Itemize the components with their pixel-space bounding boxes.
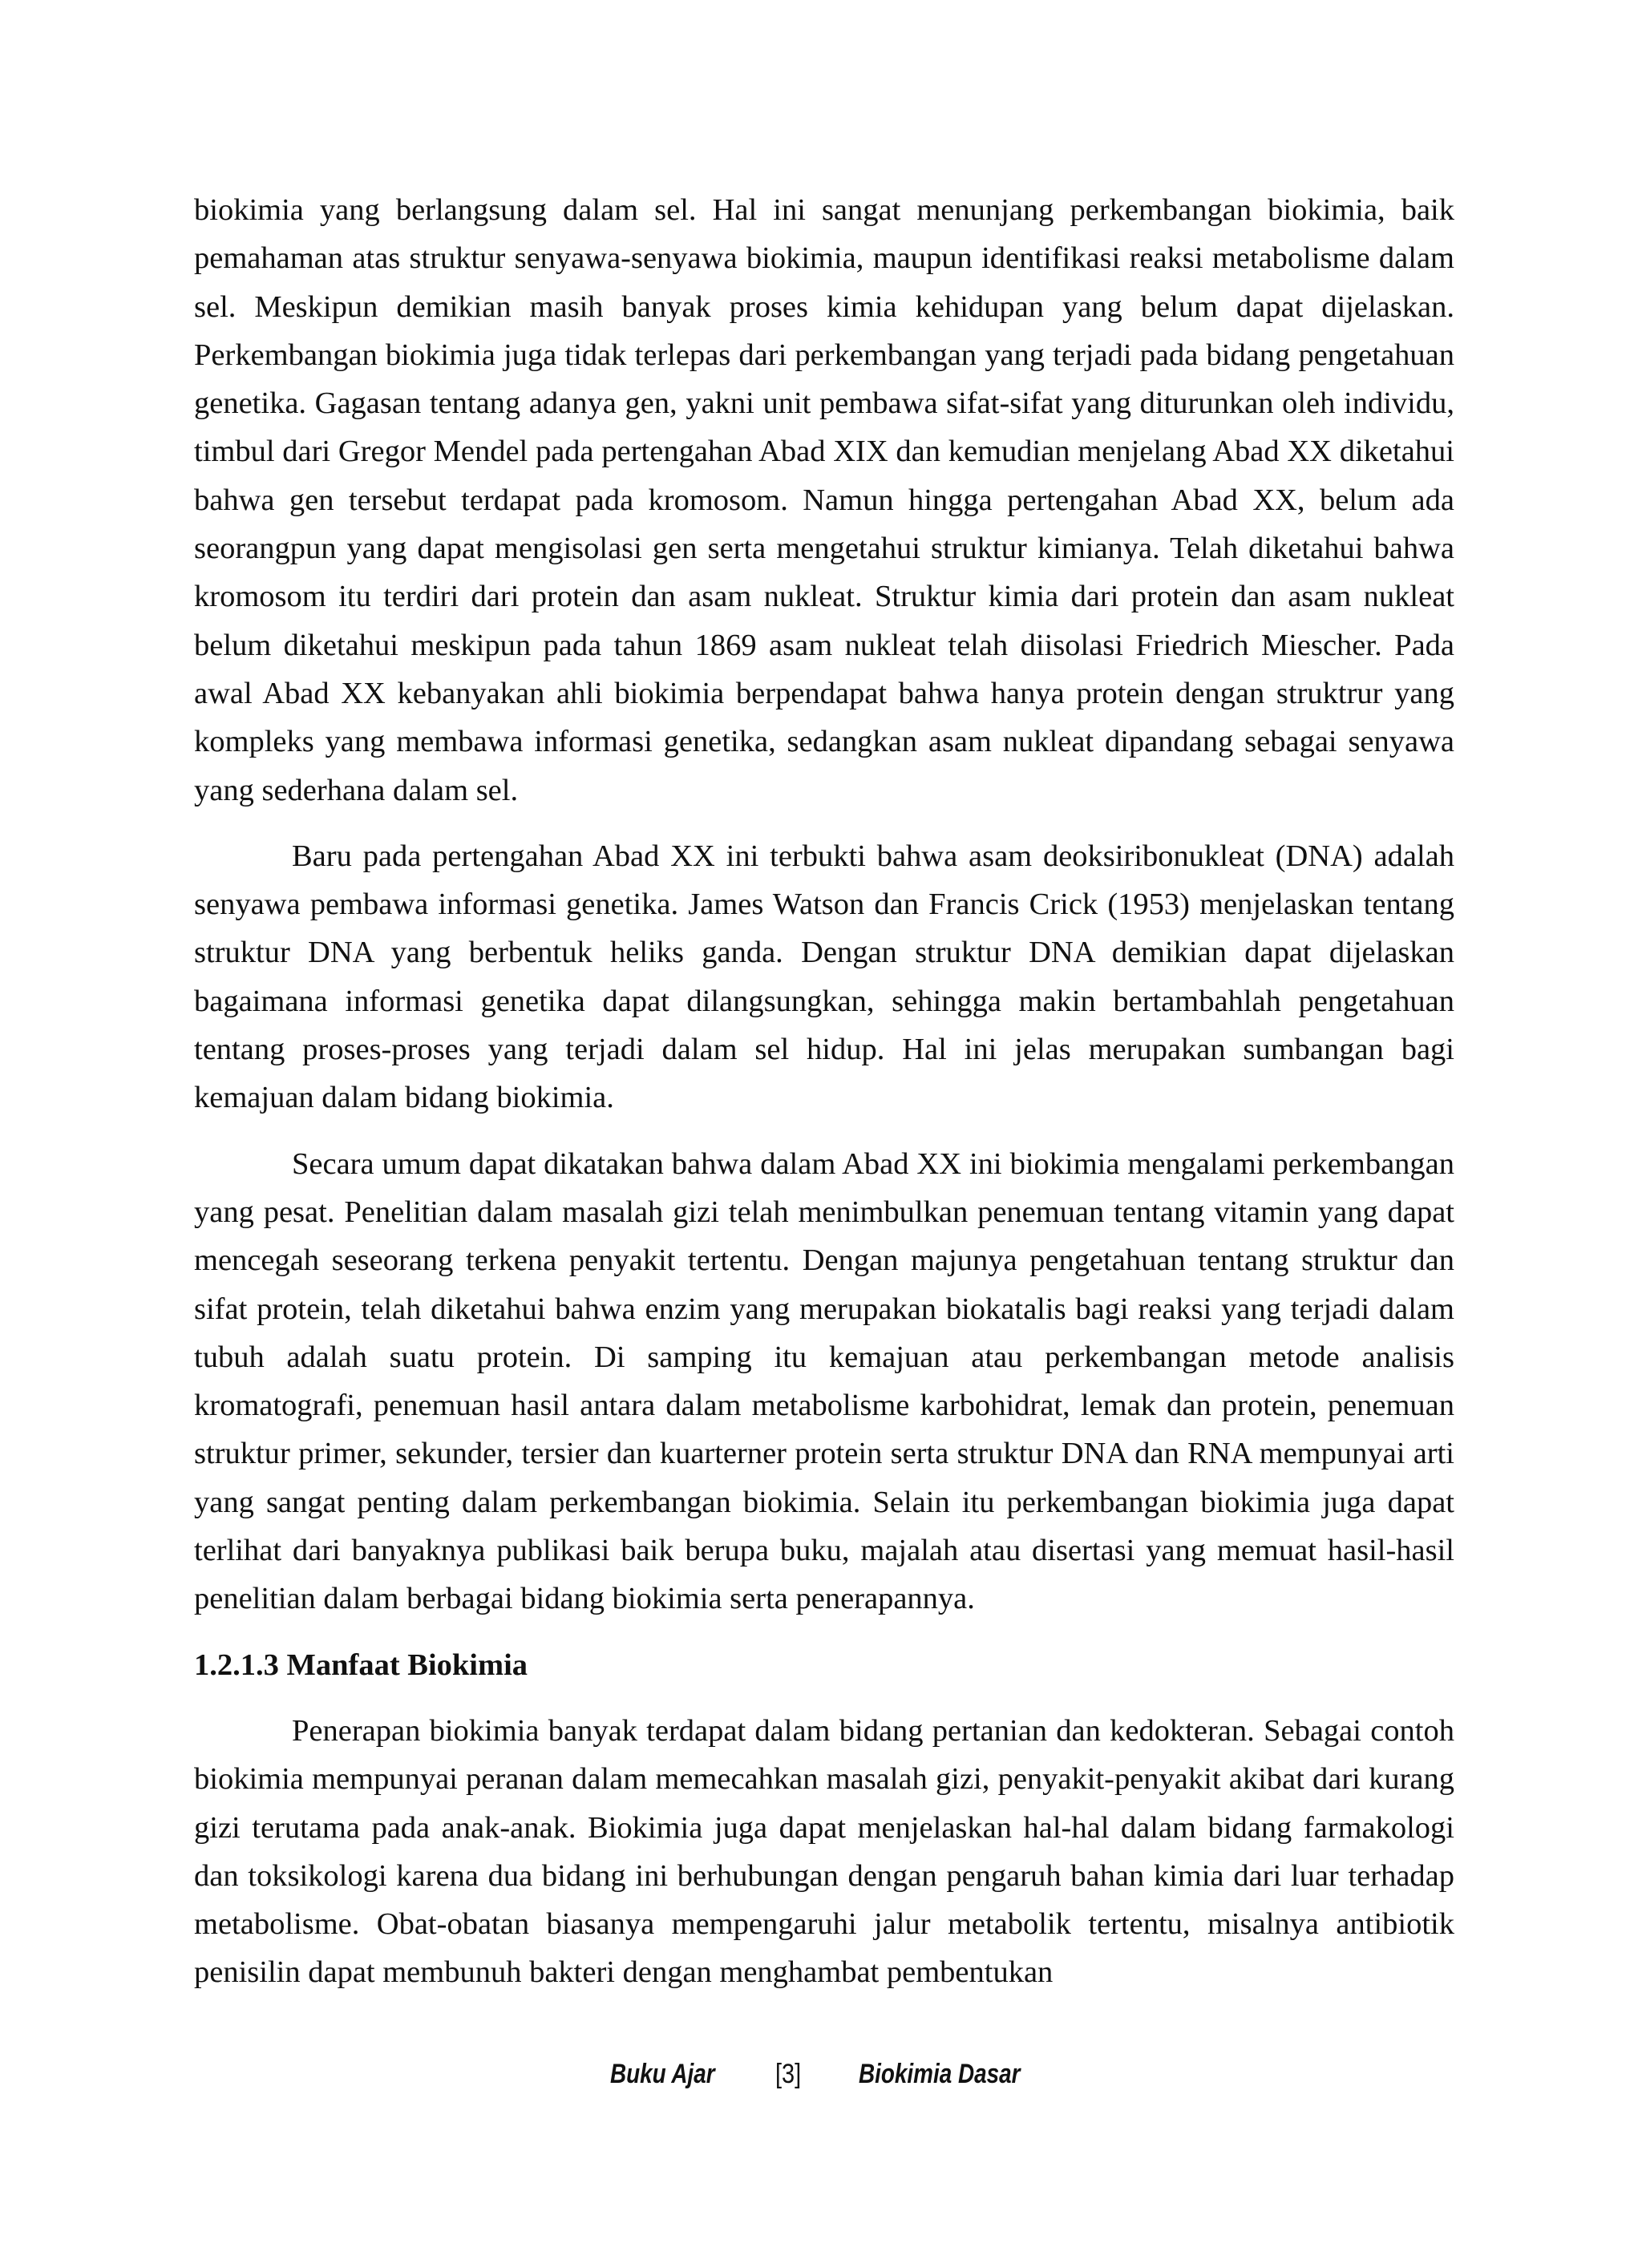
- page-footer: [0, 2059, 1642, 2107]
- paragraph-3: Secara umum dapat dikatakan bahwa dalam Abad XX ini biokimia mengalami perkembangan yang pesat. Penelitian dalam masalah gizi telah menimbulkan penemuan tentang vitamin yang dapat mencegah seseorang terkena penyakit tertentu. Dengan majunya pengetahuan tentang struktur dan sifat protein, telah diketahui bahwa enzim yang merupakan biokatalis bagi reaksi yang terjadi dalam tubuh adalah suatu protein. Di samping itu kemajuan atau perkembangan metode analisis kromatografi, penemuan hasil antara dalam metabolisme karbohidrat, lemak dan protein, penemuan struktur primer, sekunder, tersier dan kuarterner protein serta struktur DNA dan RNA mempunyai arti yang sangat penting dalam perkembangan biokimia. Selain itu perkembangan biokimia juga dapat terlihat dari banyaknya publikasi baik berupa buku, majalah atau disertasi yang memuat hasil-hasil penelitian dalam berbagai bidang biokimia serta penerapannya.: [194, 1146, 1454, 1616]
- page-body: [194, 186, 1454, 1997]
- footer-book-title: Buku Ajar: [610, 2059, 715, 2089]
- section-heading: 1.2.1.3 Manfaat Biokimia: [194, 1647, 528, 1682]
- page-number: [3]: [775, 2059, 802, 2089]
- paragraph-2: Baru pada pertengahan Abad XX ini terbukti bahwa asam deoksiribonukleat (DNA) adalah senyawa pembawa informasi genetika. James Watson dan Francis Crick (1953) menjelaskan tentang struktur DNA yang berbentuk heliks ganda. Dengan struktur DNA demikian dapat dijelaskan bagaimana informasi genetika dapat dilangsungkan, sehingga makin bertambahlah pengetahuan tentang proses-proses yang terjadi dalam sel hidup. Hal ini jelas merupakan sumbangan bagi kemajuan dalam bidang biokimia.: [194, 839, 1454, 1115]
- footer-subject: Biokimia Dasar: [859, 2059, 1021, 2089]
- paragraph-4: Penerapan biokimia banyak terdapat dalam bidang pertanian dan kedokteran. Sebagai contoh biokimia mempunyai peranan dalam memecahkan masalah gizi, penyakit-penyakit akibat dari kurang gizi terutama pada anak-anak. Biokimia juga dapat menjelaskan hal-hal dalam bidang farmakologi dan toksikologi karena dua bidang ini berhubungan dengan pengaruh bahan kimia dari luar terhadap metabolisme. Obat-obatan biasanya mempengaruhi jalur metabolik tertentu, misalnya antibiotik penisilin dapat membunuh bakteri dengan menghambat pembentukan: [194, 1713, 1454, 1990]
- paragraph-1: biokimia yang berlangsung dalam sel. Hal ini sangat menunjang perkembangan biokimia, baik pemahaman atas struktur senyawa-senyawa biokimia, maupun identifikasi reaksi metabolisme dalam sel. Meskipun demikian masih banyak proses kimia kehidupan yang belum dapat dijelaskan. Perkembangan biokimia juga tidak terlepas dari perkembangan yang terjadi pada bidang pengetahuan genetika. Gagasan tentang adanya gen, yakni unit pembawa sifat-sifat yang diturunkan oleh individu, timbul dari Gregor Mendel pada pertengahan Abad XIX dan kemudian menjelang Abad XX diketahui bahwa gen tersebut terdapat pada kromosom. Namun hingga pertengahan Abad XX, belum ada seorangpun yang dapat mengisolasi gen serta mengetahui struktur kimianya. Telah diketahui bahwa kromosom itu terdiri dari protein dan asam nukleat. Struktur kimia dari protein dan asam nukleat belum diketahui meskipun pada tahun 1869 asam nukleat telah diisolasi Friedrich Miescher. Pada awal Abad XX kebanyakan ahli biokimia berpendapat bahwa hanya protein dengan struktrur yang kompleks yang membawa informasi genetika, sedangkan asam nukleat dipandang sebagai senyawa yang sederhana dalam sel.: [194, 193, 1454, 807]
